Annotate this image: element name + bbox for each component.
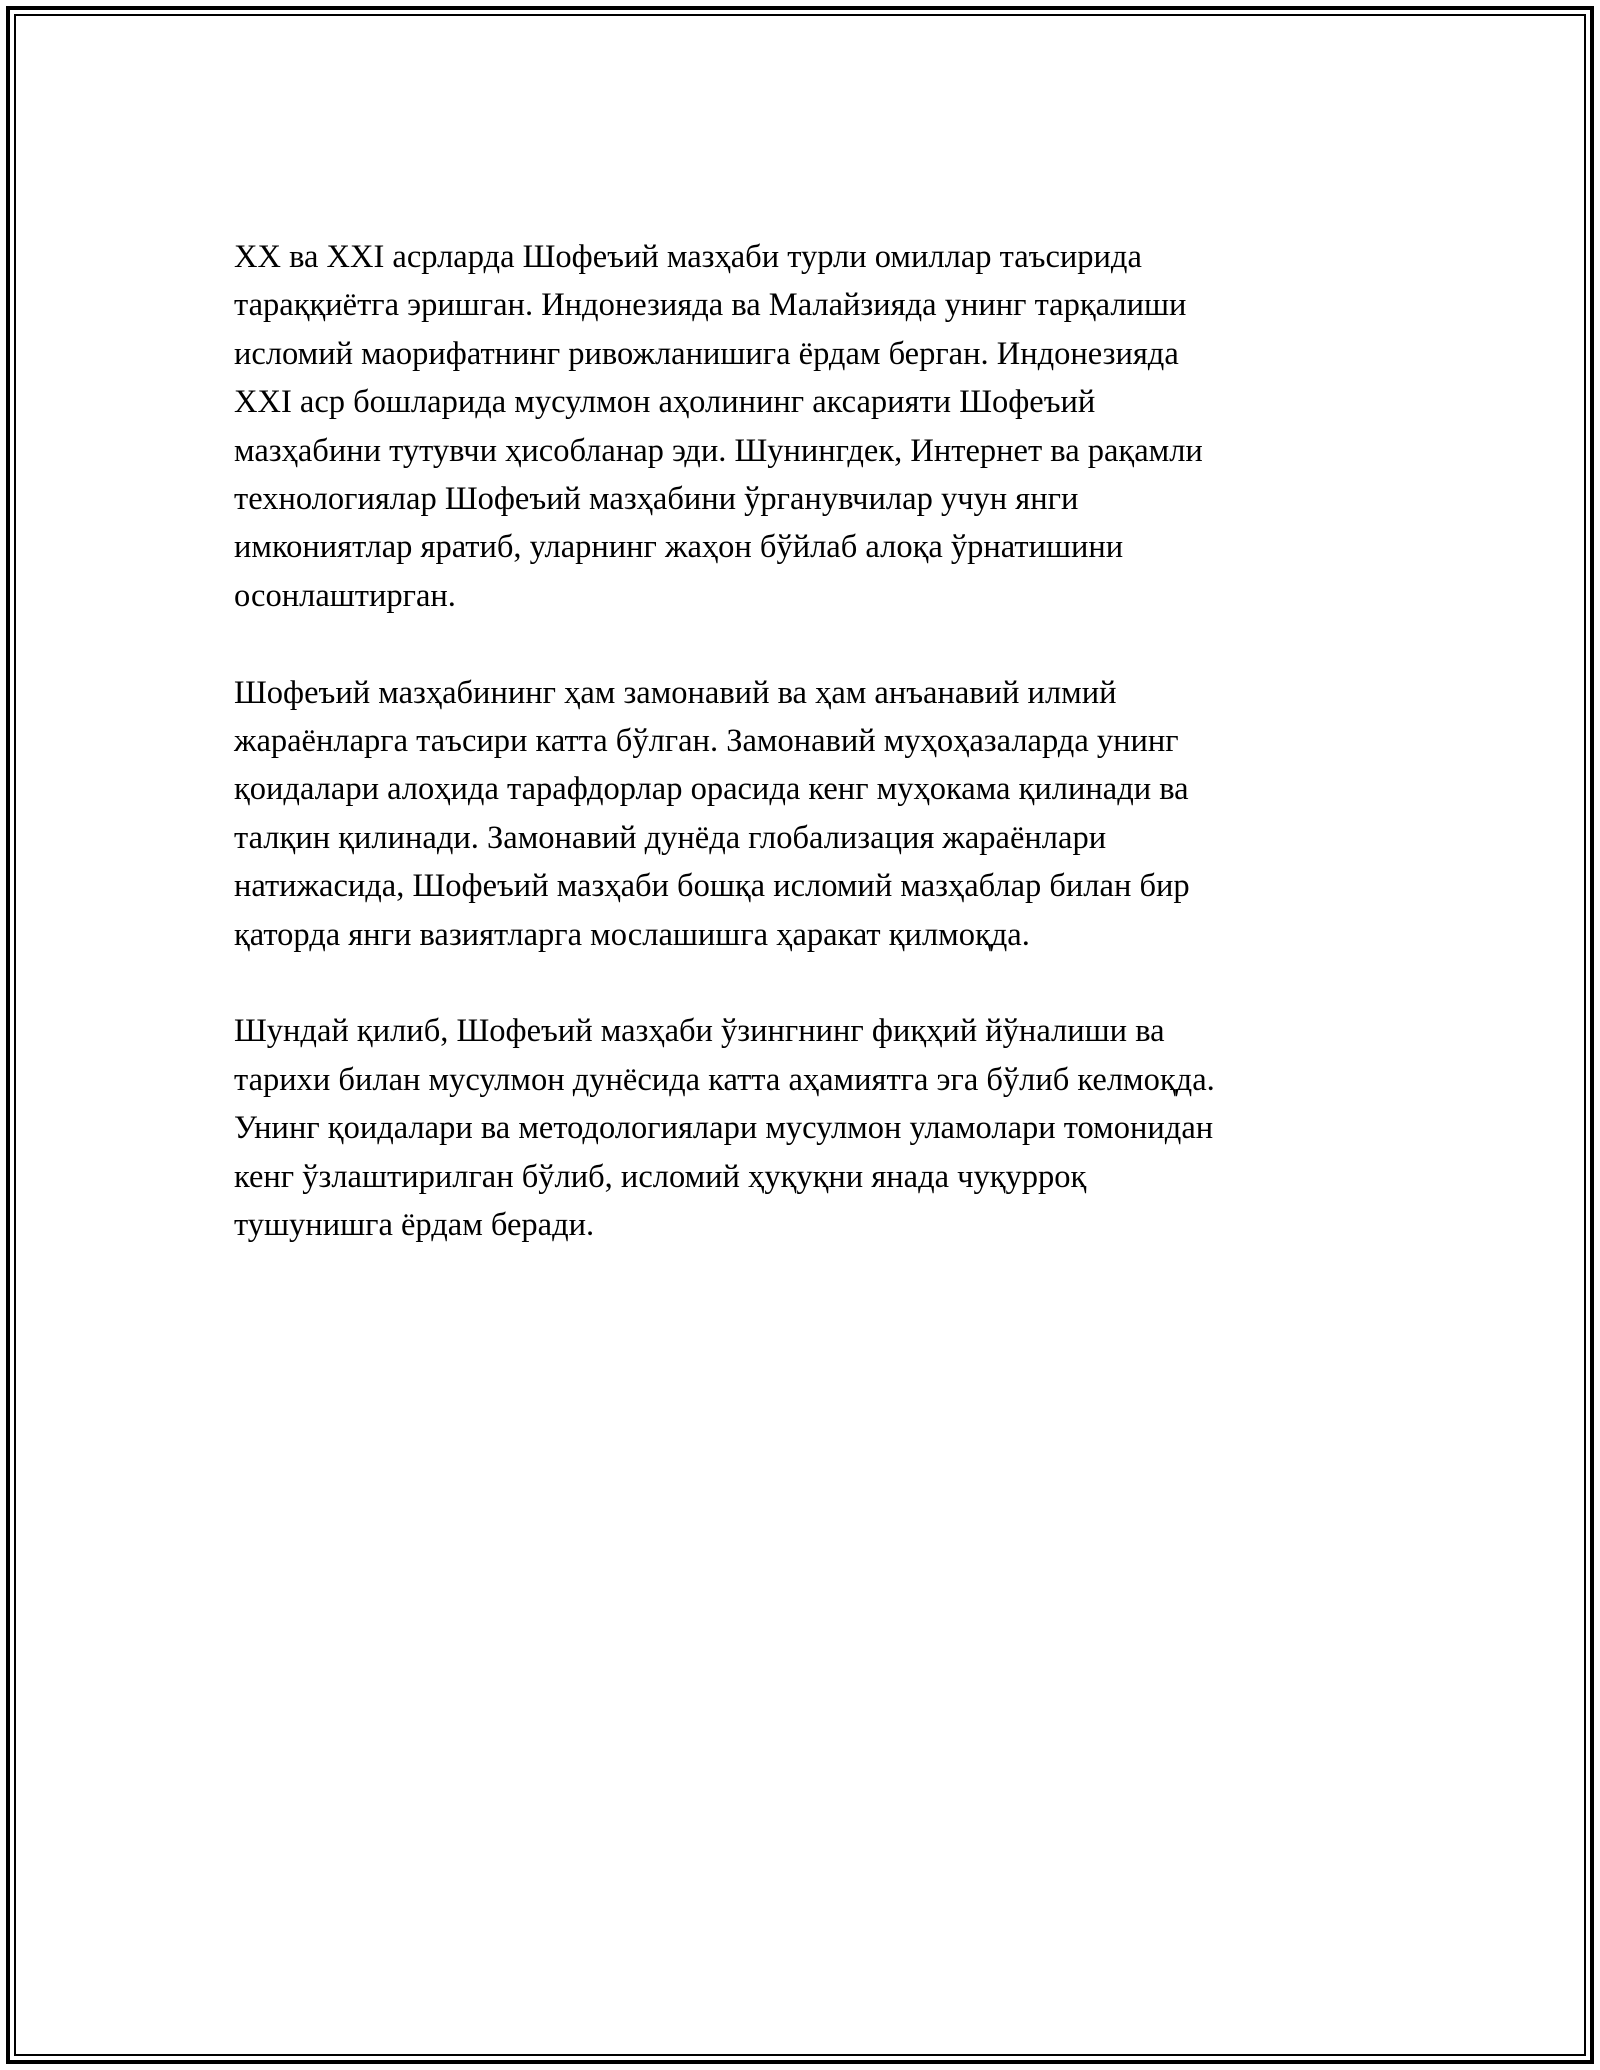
text-line: технологиялар Шофеъий мазҳабини ўрганувчилар учун янги — [234, 481, 1079, 518]
text-line: кенг ўзлаштирилган бўлиб, исломий ҳуқуқни янада чуқурроқ — [234, 1158, 1087, 1195]
text-line: Унинг қоидалари ва методологиялари мусулмон уламолари томонидан — [234, 1110, 1214, 1147]
text-line: исломий маорифатнинг ривожланишига ёрдам берган. Индонезияда — [234, 335, 1179, 372]
text-line: XX ва XXI асрларда Шофеъий мазҳаби турли омиллар таъсирида — [234, 239, 1142, 275]
text-line: жараёнларга таъсири катта бўлган. Замонавий муҳоҳазаларда унинг — [234, 723, 1179, 760]
document-body — [234, 233, 1374, 1298]
text-line: тушунишга ёрдам беради. — [234, 1207, 595, 1244]
text-line: талқин қилинади. Замонавий дунёда глобализация жараёнлари — [234, 819, 1107, 856]
text-line: тарихи билан мусулмон дунёсида катта аҳамиятга эга бўлиб келмоқда. — [234, 1061, 1215, 1098]
text-line: мазҳабини тутувчи ҳисобланар эди. Шунингдек, Интернет ва рақамли — [234, 432, 1203, 469]
paragraph-3 — [234, 1007, 1374, 1249]
text-line: имкониятлар яратиб, уларнинг жаҳон бўйлаб алоқа ўрнатишини — [234, 529, 1124, 566]
paragraph-2 — [234, 669, 1374, 959]
text-line: қаторда янги вазиятларга мослашишга ҳаракат қилмоқда. — [234, 916, 1030, 953]
text-line: қоидалари алоҳида тарафдорлар орасида кенг муҳокама қилинади ва — [234, 771, 1189, 808]
text-line: натижасида, Шофеъий мазҳаби бошқа исломий мазҳаблар билан бир — [234, 868, 1190, 905]
paragraph-1 — [234, 233, 1374, 620]
text-line: Шундай қилиб, Шофеъий мазҳаби ўзингнинг фиқҳий йўналиши ва — [234, 1013, 1165, 1050]
text-line: осонлаштирган. — [234, 577, 456, 614]
text-line: тараққиётга эришган. Индонезияда ва Малайзияда унинг тарқалиши — [234, 287, 1187, 324]
text-line: XXI аср бошларида мусулмон аҳолининг аксарияти Шофеъий — [234, 384, 1096, 421]
text-line: Шофеъий мазҳабининг ҳам замонавий ва ҳам анъанавий илмий — [234, 674, 1117, 711]
